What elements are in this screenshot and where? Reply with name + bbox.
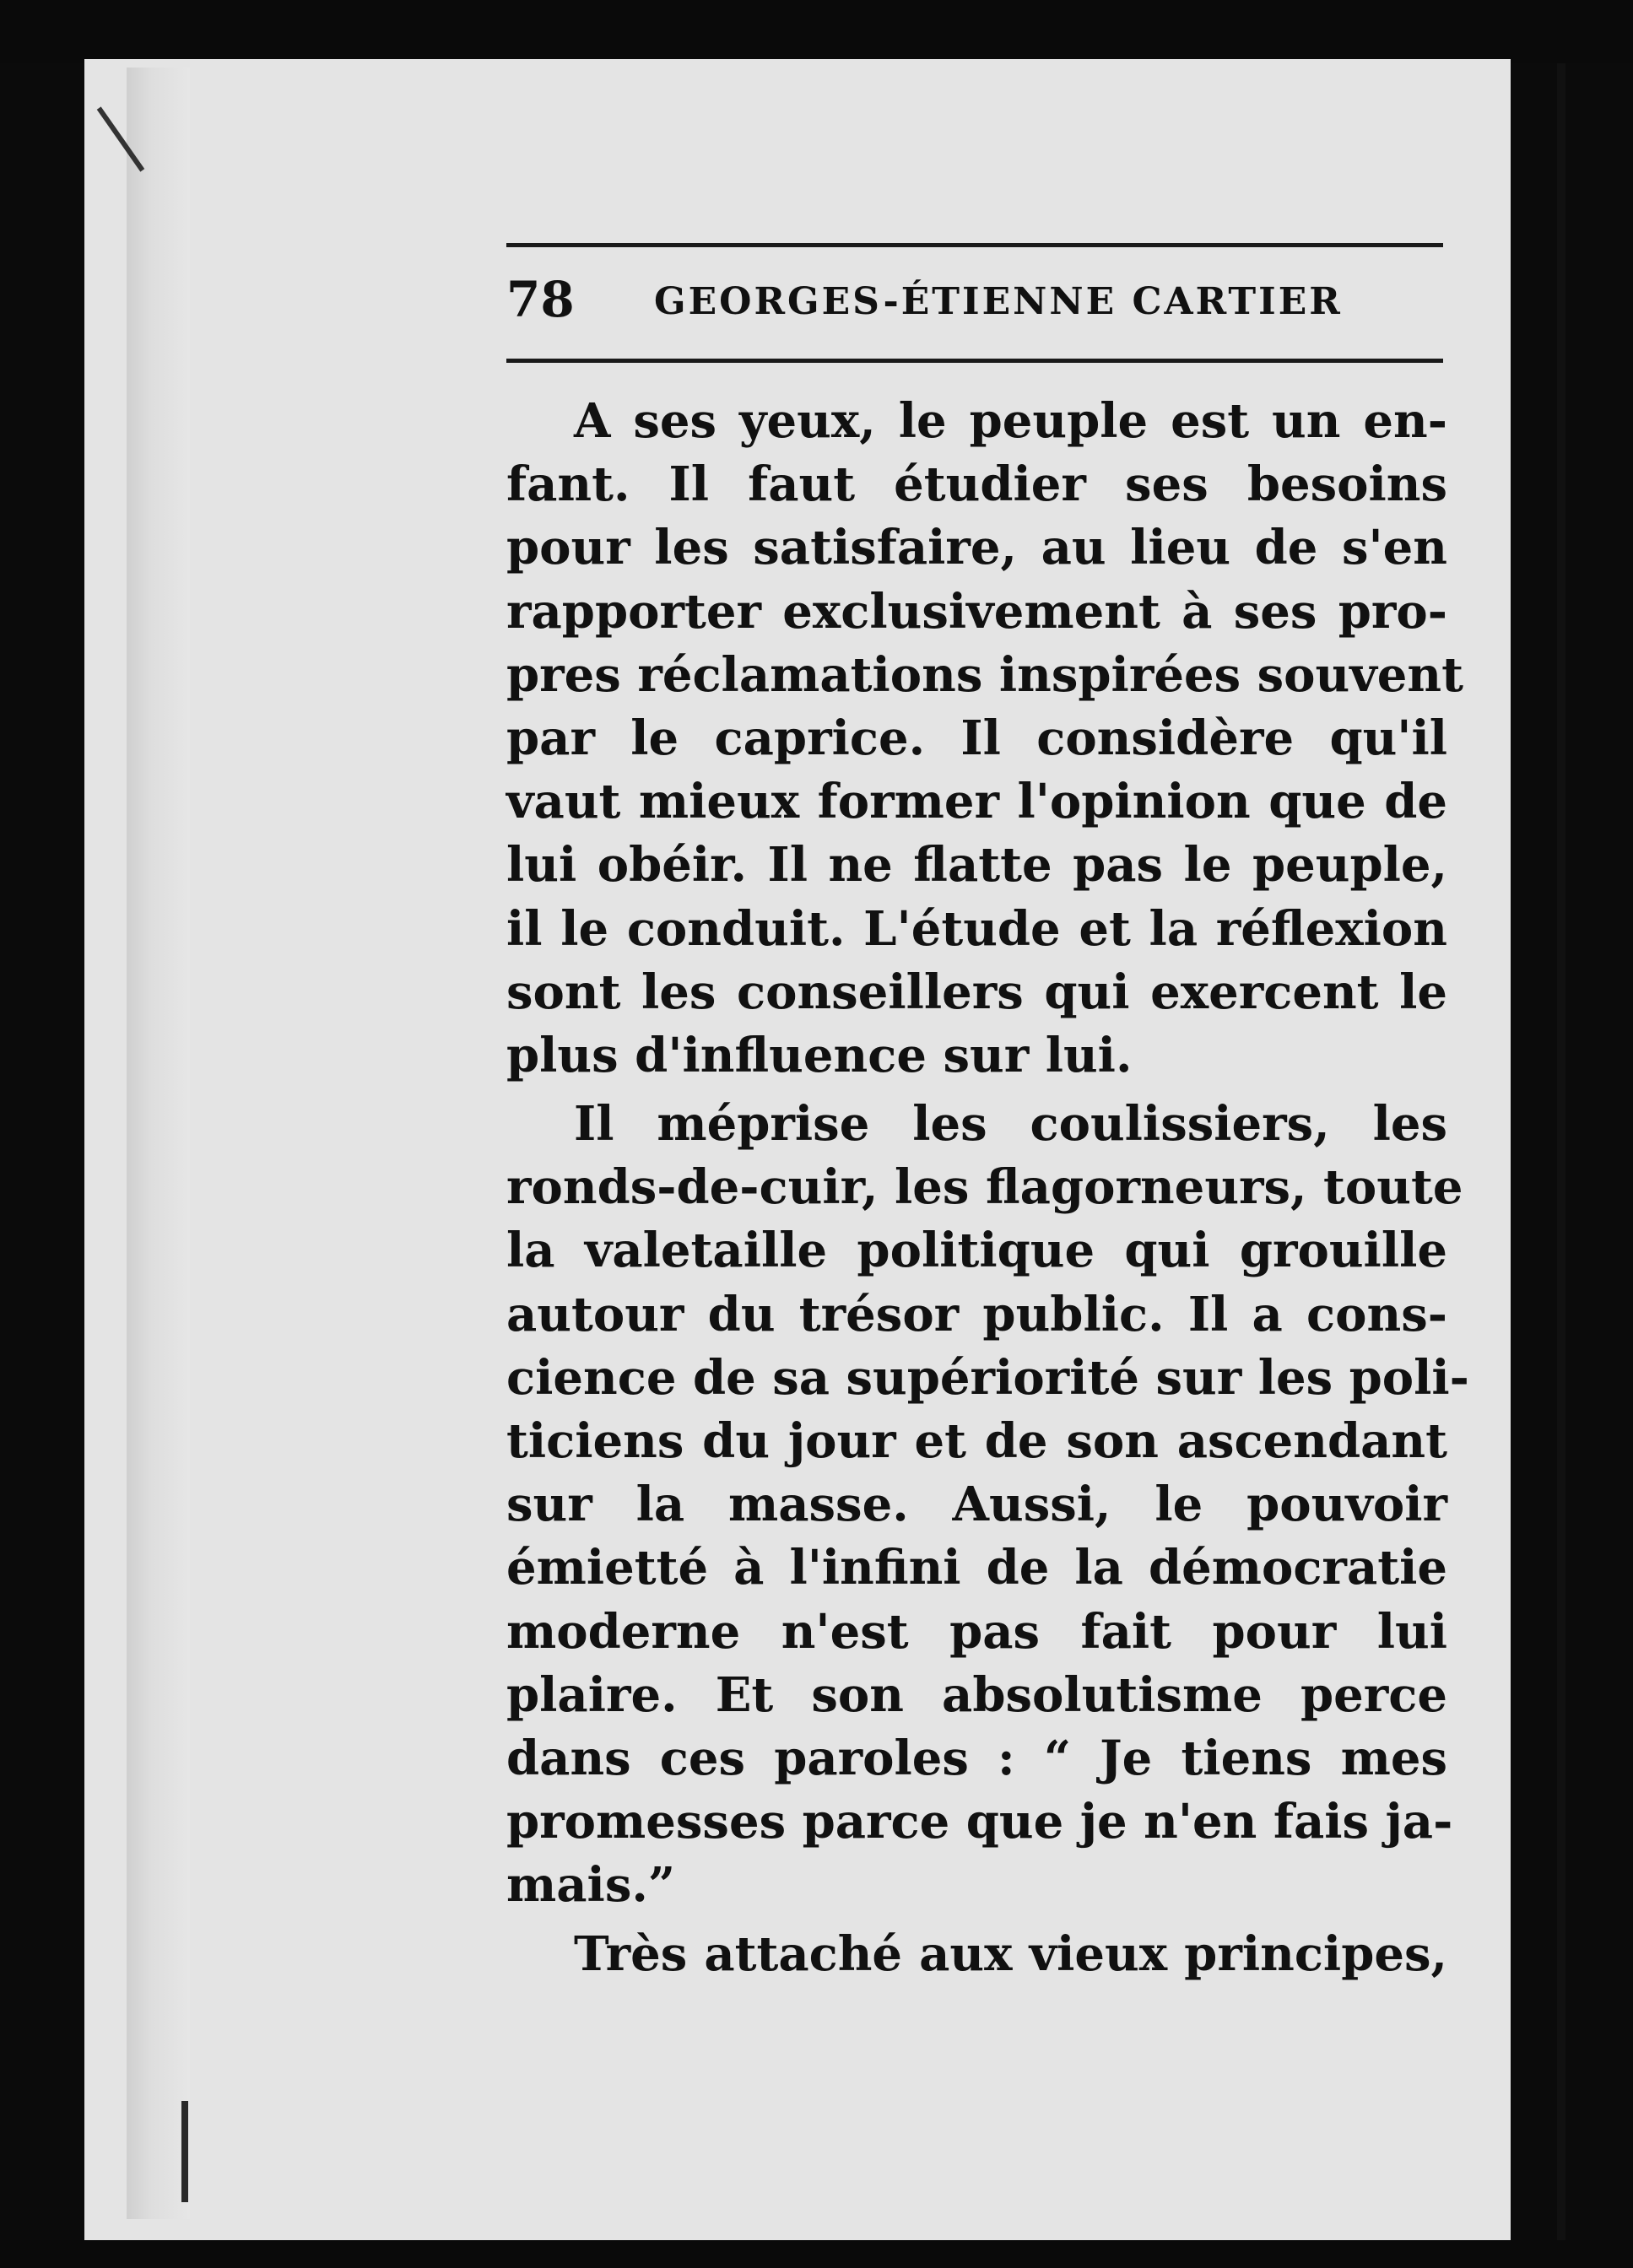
- page-number: 78: [506, 271, 575, 328]
- binding-foot-mark: [181, 2101, 188, 2202]
- text-line: promesses parce que je n'en fais ja-: [506, 1794, 1453, 1850]
- text-line: sur la masse. Aussi, le pouvoir: [506, 1477, 1447, 1533]
- body-text: [506, 390, 1469, 1986]
- text-line: ronds-de-cuir, les flagorneurs, toute: [506, 1159, 1463, 1216]
- text-line: la valetaille politique qui grouille: [506, 1223, 1447, 1279]
- text-line: plaire. Et son absolutisme perce: [506, 1666, 1447, 1723]
- header-rule-bottom: [506, 359, 1443, 363]
- text-line: lui obéir. Il ne flatte pas le peuple,: [506, 837, 1447, 894]
- text-line: mais.”: [506, 1857, 676, 1914]
- text-line: dans ces paroles : “ Je tiens mes: [506, 1730, 1447, 1786]
- text-line: fant. Il faut étudier ses besoins: [506, 456, 1447, 513]
- header-rule-top: [506, 243, 1443, 247]
- text-line: pres réclamations inspirées souvent: [506, 646, 1463, 703]
- scan-bottom-border: [0, 2240, 1633, 2268]
- text-line: Il méprise les coulissiers, les: [574, 1096, 1447, 1153]
- text-line: cience de sa supériorité sur les poli-: [506, 1349, 1469, 1406]
- running-head: [506, 270, 1443, 329]
- text-line: rapporter exclusivement à ses pro-: [506, 583, 1447, 640]
- text-line: pour les satisfaire, au lieu de s'en: [506, 520, 1447, 576]
- text-line: moderne n'est pas fait pour lui: [506, 1603, 1447, 1660]
- page-binding-shadow: [127, 68, 190, 2219]
- scan-top-border: [0, 0, 1633, 63]
- text-line: émietté à l'infini de la démocratie: [506, 1540, 1447, 1596]
- text-line: il le conduit. L'étude et la réflexion: [506, 900, 1447, 957]
- text-line: sont les conseillers qui exercent le: [506, 964, 1447, 1020]
- text-line: autour du trésor public. Il a cons-: [506, 1286, 1447, 1342]
- text-line: par le caprice. Il considère qu'il: [506, 710, 1447, 766]
- text-line: A ses yeux, le peuple est un en-: [574, 393, 1447, 449]
- scan-right-edge: [1557, 63, 1565, 2257]
- text-line: plus d'influence sur lui.: [506, 1027, 1133, 1083]
- text-line: ticiens du jour et de son ascendant: [506, 1413, 1447, 1469]
- text-line: Très attaché aux vieux principes,: [574, 1925, 1447, 1982]
- text-line: vaut mieux former l'opinion que de: [506, 774, 1447, 830]
- running-title: GEORGES-ÉTIENNE CARTIER: [654, 280, 1343, 323]
